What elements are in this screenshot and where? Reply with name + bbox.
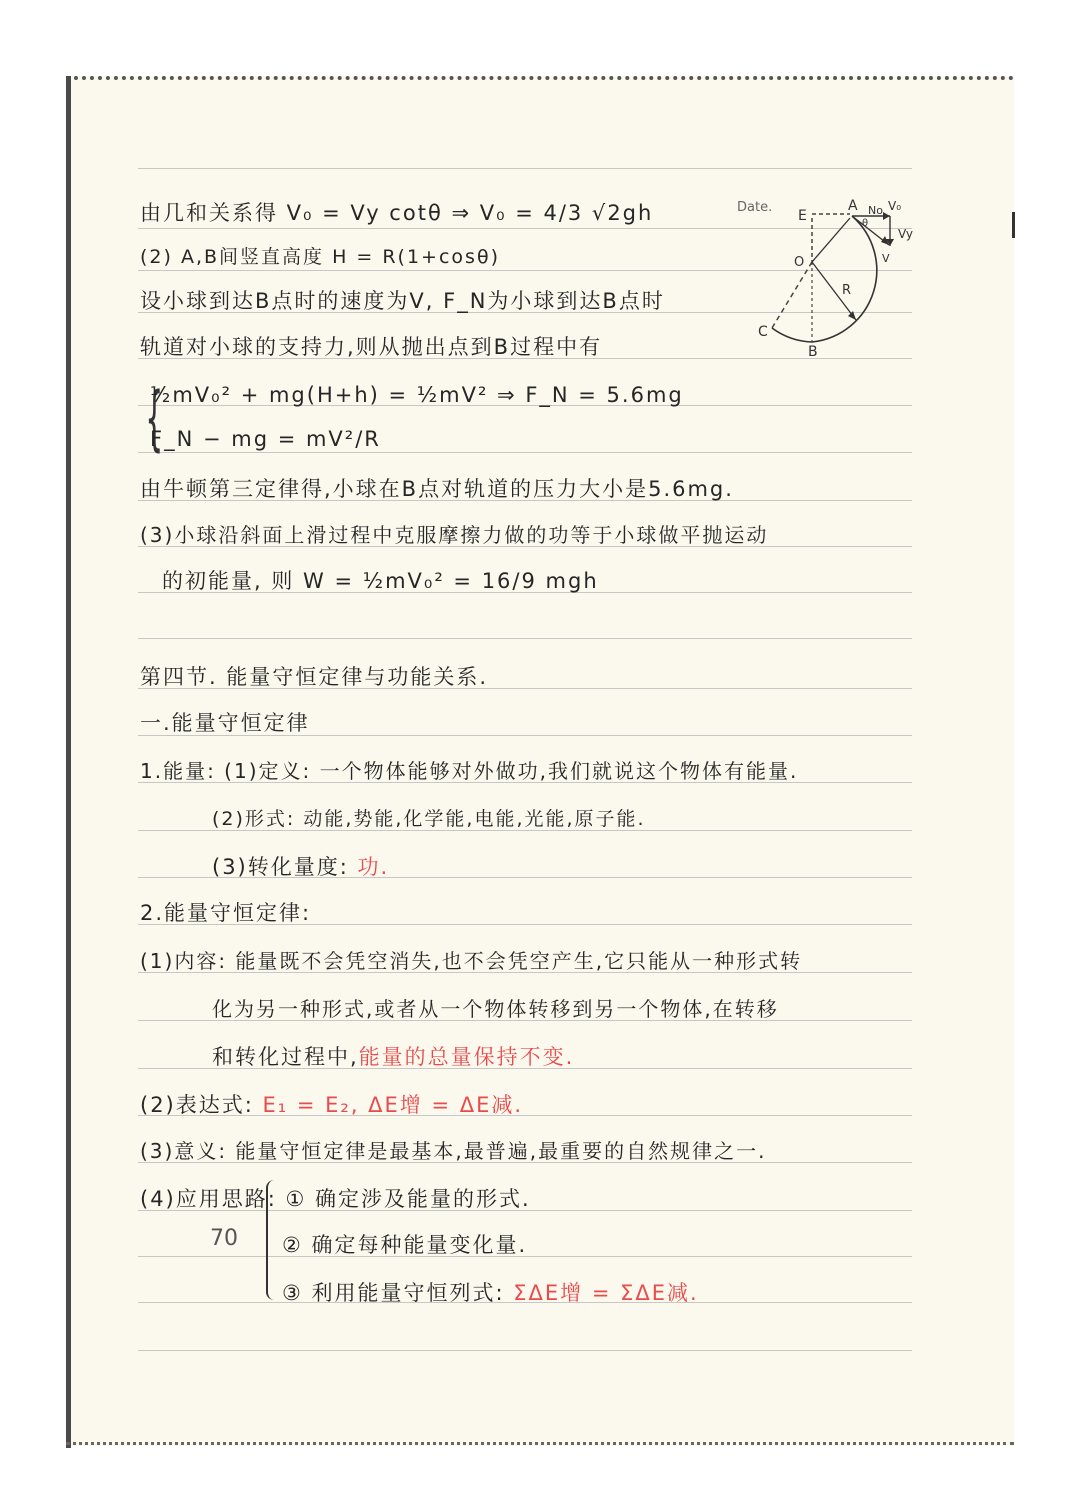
label-o: O xyxy=(794,255,805,270)
conversion-measure-label: (3)转化量度: xyxy=(212,855,358,879)
label-e: E xyxy=(798,208,807,224)
note-line-8: (3)小球沿斜面上滑过程中克服摩擦力做的功等于小球做平抛运动 xyxy=(140,523,769,547)
label-c: C xyxy=(758,324,768,340)
note-line-5: ½mV₀² + mg(H+h) = ½mV² ⇒ F_N = 5.6mg xyxy=(150,383,684,407)
application-step-1: ① 确定涉及能量的形式. xyxy=(285,1187,531,1211)
note-line-18 xyxy=(212,1044,574,1070)
margin-mark xyxy=(1012,212,1015,238)
page-left-edge xyxy=(66,76,71,1448)
label-no: No xyxy=(868,204,883,217)
note-line-12: 1.能量: (1)定义: 一个物体能够对外做功,我们就说这个物体有能量. xyxy=(140,759,799,783)
date-label: Date. xyxy=(737,200,773,215)
label-a: A xyxy=(848,198,858,214)
subsection-title: 一.能量守恒定律 xyxy=(140,711,310,735)
note-line-13: (2)形式: 动能,势能,化学能,电能,光能,原子能. xyxy=(212,808,646,830)
label-r: R xyxy=(842,283,852,298)
application-step-2: ② 确定每种能量变化量. xyxy=(282,1233,528,1257)
energy-conserved-highlight: 能量的总量保持不变. xyxy=(358,1045,575,1069)
note-line-18-text: 和转化过程中, xyxy=(212,1045,359,1069)
note-line-19 xyxy=(140,1092,523,1118)
work-formula: W = ½mV₀² = 16/9 mgh xyxy=(303,569,599,593)
conversion-measure-value: 功. xyxy=(357,855,390,879)
equation-brace: { xyxy=(145,377,164,459)
note-line-9-text: 的初能量, 则 xyxy=(162,569,304,593)
section-title: 第四节. 能量守恒定律与功能关系. xyxy=(140,665,489,689)
expression-formula: E₁ = E₂, ΔE增 = ΔE减. xyxy=(262,1093,524,1117)
note-line-4: 轨道对小球的支持力,则从抛出点到B过程中有 xyxy=(140,335,603,359)
note-line-6: F_N − mg = mV²/R xyxy=(150,427,381,451)
ruled-line xyxy=(138,1350,912,1351)
note-line-3: 设小球到达B点时的速度为V, F_N为小球到达B点时 xyxy=(140,289,665,313)
note-line-17: 化为另一种形式,或者从一个物体转移到另一个物体,在转移 xyxy=(212,997,779,1021)
circular-track-diagram xyxy=(750,190,920,360)
application-label: (4)应用思路: xyxy=(140,1187,286,1211)
label-v: V xyxy=(882,252,890,265)
note-line-14 xyxy=(212,854,389,880)
page-number: 70 xyxy=(210,1226,238,1251)
note-line-16: (1)内容: 能量既不会凭空消失,也不会凭空产生,它只能从一种形式转 xyxy=(140,949,803,973)
expression-label: (2)表达式: xyxy=(140,1093,263,1117)
application-step-3-formula: ΣΔE增 = ΣΔE减. xyxy=(513,1281,699,1305)
label-vy: Vy xyxy=(898,227,913,241)
label-theta: θ xyxy=(862,218,869,229)
page-bottom-edge xyxy=(66,1442,1014,1448)
label-b: B xyxy=(808,344,818,360)
label-v0: V₀ xyxy=(888,199,902,213)
note-line-7: 由牛顿第三定律得,小球在B点对轨道的压力大小是5.6mg. xyxy=(140,477,734,501)
note-line-2: (2) A,B间竖直高度 H = R(1+cosθ) xyxy=(140,246,500,268)
note-line-20: (3)意义: 能量守恒定律是最基本,最普遍,最重要的自然规律之一. xyxy=(140,1139,767,1163)
ruled-line xyxy=(138,452,912,453)
note-line-9 xyxy=(162,568,599,594)
ruled-line xyxy=(138,638,912,639)
note-line-1: 由几和关系得 V₀ = Vy cotθ ⇒ V₀ = 4/3 √2gh xyxy=(140,201,654,225)
note-line-23 xyxy=(282,1280,699,1306)
subsection-2-title: 2.能量守恒定律: xyxy=(140,901,312,925)
steps-brace xyxy=(266,1180,276,1300)
note-line-21 xyxy=(140,1186,531,1212)
application-step-3: ③ 利用能量守恒列式: xyxy=(282,1281,514,1305)
ruled-line xyxy=(138,168,912,169)
